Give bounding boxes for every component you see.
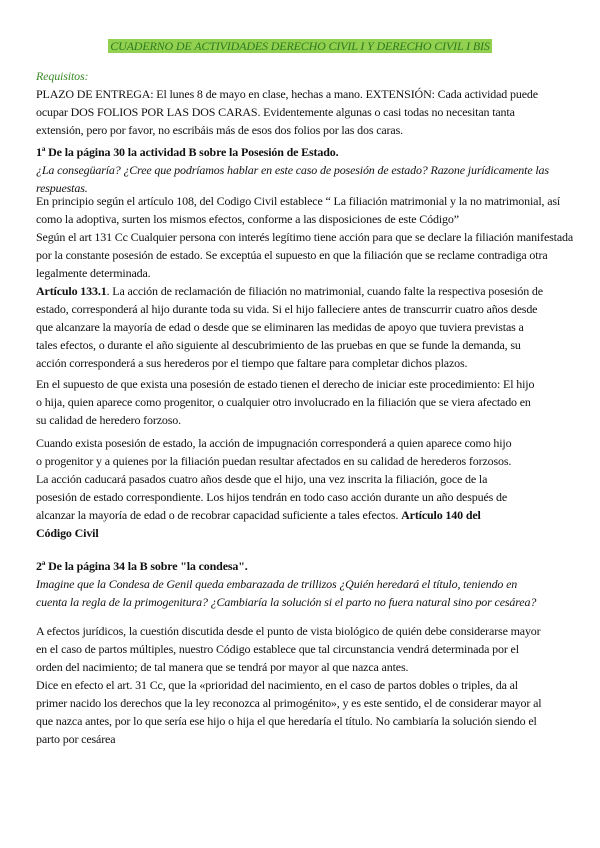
paragraph-text: . La acción de reclamación de filiación no matrimonial, cuando falte la respectiva posesión de bbox=[106, 284, 543, 298]
requisitos-line: extensión, pero por favor, no escribáis más de esos dos folios por las dos caras. bbox=[36, 123, 403, 137]
question-2-heading: 2ª De la página 34 la B sobre "la condesa". bbox=[36, 559, 248, 573]
paragraph-line: tales efectos, o durante el año siguiente al descubrimiento de las pruebas en que se funde la demanda, su bbox=[36, 338, 521, 352]
paragraph-line: La acción caducará pasados cuatro años desde que el hijo, una vez inscrita la filiación, goce de la bbox=[36, 472, 488, 486]
answer-1-paragraph-4 bbox=[36, 434, 596, 542]
article-140-label: Artículo 140 del bbox=[401, 508, 481, 522]
paragraph-line: legalmente determinada. bbox=[36, 266, 151, 280]
requisitos-section bbox=[36, 67, 596, 139]
question-1-text: ¿La consegüaría? ¿Cree que podríamos hablar en este caso de posesión de estado? Razone jurídicamente las bbox=[36, 163, 549, 177]
paragraph-text: alcanzar la mayoría de edad o de recobrar capacidad suficiente a tales efectos. bbox=[36, 508, 402, 522]
document-title-wrap bbox=[0, 37, 600, 55]
answer-1-paragraph-3 bbox=[36, 375, 596, 429]
paragraph-line: primer nacido los derechos que la ley reconozca al primogénito», y es este sentido, el de considerar mayor al bbox=[36, 696, 542, 710]
paragraph-line: En principio según el artículo 108, del Codigo Civil establece “ La filiación matrimonial y la no matrimonial, así bbox=[36, 194, 561, 208]
paragraph-line bbox=[36, 506, 596, 524]
paragraph-line: Dice en efecto el art. 31 Cc, que la «prioridad del nacimiento, en el caso de partos dobles o triples, da al bbox=[36, 678, 518, 692]
paragraph-line: Según el art 131 Cc Cualquier persona con interés legítimo tiene acción para que se declare la filiación manifestada bbox=[36, 230, 574, 244]
answer-2-paragraph bbox=[36, 622, 596, 748]
article-140-label: Código Civil bbox=[36, 526, 99, 540]
document-title: CUADERNO DE ACTIVIDADES DERECHO CIVIL I Y DERECHO CIVIL I BIS bbox=[110, 39, 490, 53]
paragraph-line: Cuando exista posesión de estado, la acción de impugnación corresponderá a quien aparece como hijo bbox=[36, 436, 512, 450]
question-1-header bbox=[36, 143, 596, 197]
paragraph-line: que alcanzare la mayoría de edad o desde que se eliminaren las medidas de apoyo que tuviera previstas a bbox=[36, 320, 524, 334]
paragraph-line: posesión de estado correspondiente. Los hijos tendrán en todo caso acción durante un año después de bbox=[36, 490, 508, 504]
requisitos-line: PLAZO DE ENTREGA: El lunes 8 de mayo en clase, hechas a mano. EXTENSIÓN: Cada actividad puede bbox=[36, 87, 538, 101]
requisitos-label: Requisitos: bbox=[36, 69, 89, 83]
answer-1-paragraph-1 bbox=[36, 192, 596, 282]
paragraph-line: acción corresponderá a sus herederos por el tiempo que faltare para completar dichos plazos. bbox=[36, 356, 468, 370]
question-1-text: respuestas. bbox=[36, 181, 88, 195]
paragraph-line: En el supuesto de que exista una posesión de estado tienen el derecho de iniciar este procedimiento: El hijo bbox=[36, 377, 535, 391]
paragraph-line: A efectos jurídicos, la cuestión discutida desde el punto de vista biológico de quién debe considerarse mayor bbox=[36, 624, 541, 638]
question-2-text: cuenta la regla de la primogenitura? ¿Cambiaría la solución si el parto no fuera natural sino por cesárea? bbox=[36, 595, 537, 609]
paragraph-line: orden del nacimiento; de tal manera que se tendrá por mayor al que nazca antes. bbox=[36, 660, 409, 674]
paragraph-line: parto por cesárea bbox=[36, 732, 116, 746]
paragraph-line: en el caso de partos múltiples, nuestro Código establece que tal circunstancia vendrá determinada por el bbox=[36, 642, 519, 656]
paragraph-line: que nazca antes, por lo que sería ese hijo o hija el que heredaría el título. No cambiaría la solución siendo el bbox=[36, 714, 537, 728]
question-2-text: Imagine que la Condesa de Genil queda embarazada de trillizos ¿Quién heredará el título, teniendo en bbox=[36, 577, 518, 591]
paragraph-line: como la adoptiva, surten los mismos efectos, conforme a las disposiciones de este Código” bbox=[36, 212, 459, 226]
question-1-heading: 1ª De la página 30 la actividad B sobre la Posesión de Estado. bbox=[36, 145, 339, 159]
paragraph-line: o progenitor y a quienes por la filiación puedan resultar afectados en su calidad de herederos forzosos. bbox=[36, 454, 512, 468]
requisitos-line: ocupar DOS FOLIOS POR LAS DOS CARAS. Evidentemente algunas o casi todas no necesitan tanta bbox=[36, 105, 515, 119]
paragraph-line: o hija, quien aparece como progenitor, o cualquier otro involucrado en la filiación que se viera afectado en bbox=[36, 395, 531, 409]
question-2-header bbox=[36, 557, 596, 611]
article-133-label: Artículo 133.1 bbox=[36, 284, 107, 298]
paragraph-line: estado, corresponderá al hijo durante toda su vida. Si el hijo falleciere antes de transcurrir cuatro años desde bbox=[36, 302, 538, 316]
paragraph-line: por la constante posesión de estado. Se exceptúa el supuesto en que la filiación que se reclame contradiga otra bbox=[36, 248, 548, 262]
answer-1-paragraph-2 bbox=[36, 282, 596, 372]
paragraph-line: su calidad de heredero forzoso. bbox=[36, 413, 181, 427]
paragraph-line bbox=[36, 282, 596, 300]
